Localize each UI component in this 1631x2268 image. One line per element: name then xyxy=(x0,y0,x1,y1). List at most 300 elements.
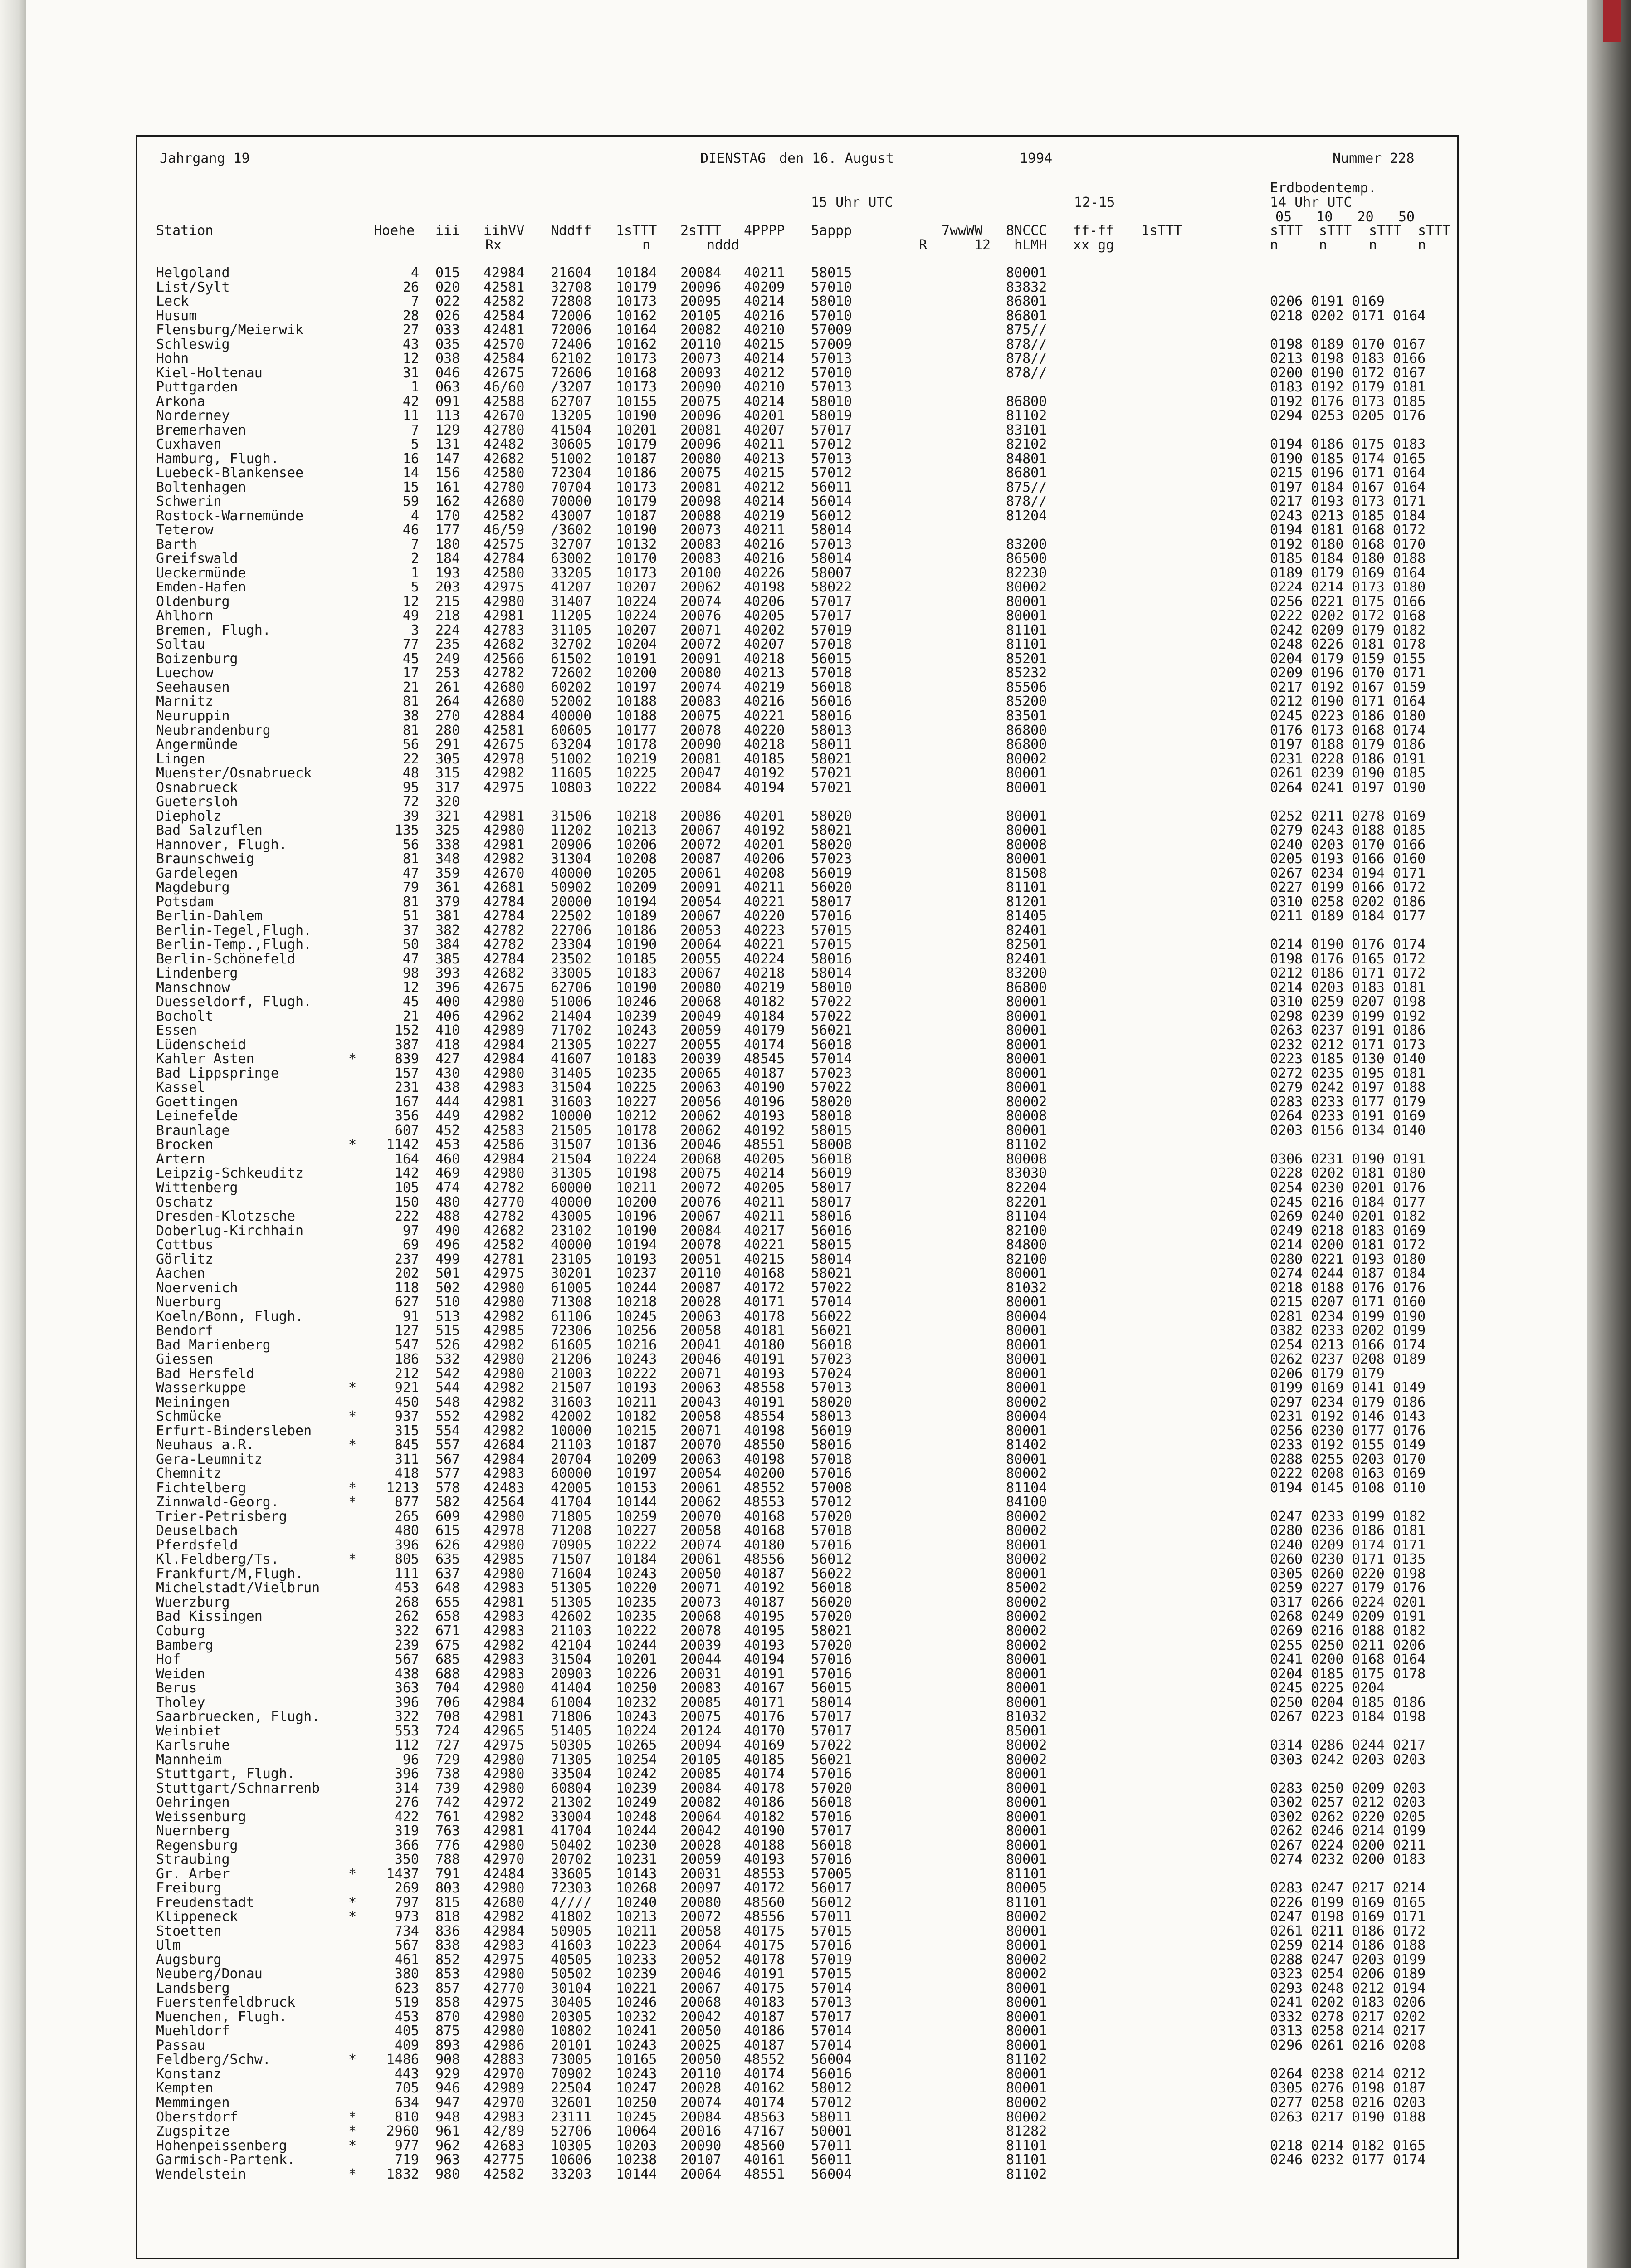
station-name: Diepholz xyxy=(156,808,222,824)
table-row xyxy=(156,1824,1453,1838)
iihvv-value: 42782 xyxy=(483,937,525,953)
table-row xyxy=(156,1781,1453,1796)
iihvv-value: 42980 xyxy=(483,1751,525,1768)
pressure-4pppp: 40212 xyxy=(744,479,785,495)
nddff-value: 72306 xyxy=(551,1323,592,1339)
temp-1sttt: 10198 xyxy=(616,1165,657,1182)
temp-2sttt: 20051 xyxy=(680,1251,722,1267)
temp-1sttt: 10244 xyxy=(616,1637,657,1653)
tendency-5appp: 57020 xyxy=(811,1637,852,1653)
table-row xyxy=(156,1609,1453,1624)
pressure-4pppp: 40161 xyxy=(744,2152,785,2168)
temp-2sttt: 20062 xyxy=(680,1494,722,1510)
temp-1sttt: 10245 xyxy=(616,2109,657,2125)
station-name: Lüdenscheid xyxy=(156,1036,246,1053)
soil-temps: 0222 0202 0172 0168 xyxy=(1270,608,1426,624)
cloud-8nccc: 81101 xyxy=(1006,636,1047,653)
temp-2sttt: 20062 xyxy=(680,1108,722,1124)
temp-1sttt: 10215 xyxy=(616,1422,657,1439)
pressure-4pppp: 40183 xyxy=(744,1994,785,2011)
soil-temps: 0283 0247 0217 0214 xyxy=(1270,1880,1426,1897)
table-row xyxy=(156,866,1453,881)
table-row xyxy=(156,280,1453,295)
tendency-5appp: 57018 xyxy=(811,1451,852,1467)
nddff-value: 10803 xyxy=(551,779,592,796)
tendency-5appp: 57016 xyxy=(811,1937,852,1954)
station-name: Meiningen xyxy=(156,1394,230,1410)
cloud-8nccc: 81402 xyxy=(1006,1437,1047,1453)
temp-2sttt: 20074 xyxy=(680,1537,722,1553)
station-name: Görlitz xyxy=(156,1251,214,1267)
temp-2sttt: 20105 xyxy=(680,1751,722,1768)
temp-2sttt: 20072 xyxy=(680,836,722,853)
temp-1sttt: 10222 xyxy=(616,1623,657,1639)
temp-1sttt: 10194 xyxy=(616,1237,657,1253)
temp-1sttt: 10224 xyxy=(616,608,657,624)
cloud-8nccc: 80001 xyxy=(1006,1537,1047,1553)
iihvv-value: 42984 xyxy=(483,1923,525,1939)
pressure-4pppp: 40220 xyxy=(744,722,785,738)
station-height: 1 xyxy=(410,379,419,396)
temp-1sttt: 10183 xyxy=(616,1051,657,1067)
iihvv-value: 42983 xyxy=(483,1623,525,1639)
station-id: 430 xyxy=(435,1065,460,1081)
cloud-8nccc: 80001 xyxy=(1006,1652,1047,1668)
iihvv-value: 42484 xyxy=(483,1866,525,1882)
table-row xyxy=(156,1967,1453,1981)
soil-temps: 0192 0176 0173 0185 xyxy=(1270,393,1426,410)
iihvv-value: 42884 xyxy=(483,708,525,724)
tendency-5appp: 50001 xyxy=(811,2123,852,2140)
temp-2sttt: 20083 xyxy=(680,536,722,552)
station-id: 908 xyxy=(435,2052,460,2068)
temp-1sttt: 10219 xyxy=(616,751,657,767)
nddff-value: 72006 xyxy=(551,308,592,324)
nddff-value: 32601 xyxy=(551,2095,592,2111)
station-name: Brocken xyxy=(156,1137,214,1153)
soil-temps: 0218 0188 0176 0176 xyxy=(1270,1280,1426,1296)
cloud-8nccc: 81101 xyxy=(1006,622,1047,638)
temp-1sttt: 10208 xyxy=(616,851,657,867)
table-row xyxy=(156,2038,1453,2053)
temp-1sttt: 10246 xyxy=(616,994,657,1010)
station-id: 739 xyxy=(435,1780,460,1796)
station-name: Boltenhagen xyxy=(156,479,246,495)
nddff-value: 41504 xyxy=(551,422,592,438)
iihvv-value: 42782 xyxy=(483,1208,525,1225)
cloud-8nccc: 80001 xyxy=(1006,1036,1047,1053)
iihvv-value: 42983 xyxy=(483,1652,525,1668)
nddff-value: 50402 xyxy=(551,1837,592,1853)
cloud-8nccc: 81405 xyxy=(1006,908,1047,924)
station-id: 438 xyxy=(435,1080,460,1096)
soil-temps: 0231 0192 0146 0143 xyxy=(1270,1408,1426,1425)
table-row xyxy=(156,1696,1453,1710)
pressure-4pppp: 40218 xyxy=(744,737,785,753)
table-row xyxy=(156,523,1453,538)
soil-temps: 0212 0186 0171 0172 xyxy=(1270,965,1426,982)
table-row xyxy=(156,1995,1453,2010)
cloud-8nccc: 80001 xyxy=(1006,1008,1047,1024)
iihvv-value: 42584 xyxy=(483,308,525,324)
nddff-value: 41404 xyxy=(551,1680,592,1696)
table-row xyxy=(156,895,1453,909)
nddff-value: 21302 xyxy=(551,1794,592,1811)
station-height: 50 xyxy=(402,937,419,953)
cloud-8nccc: 82100 xyxy=(1006,1222,1047,1239)
station-height: 7 xyxy=(410,536,419,552)
pressure-4pppp: 40215 xyxy=(744,336,785,352)
soil-temps: 0254 0230 0201 0176 xyxy=(1270,1180,1426,1196)
tendency-5appp: 56018 xyxy=(811,1337,852,1353)
tendency-5appp: 56019 xyxy=(811,865,852,881)
station-id: 161 xyxy=(435,479,460,495)
cloud-8nccc: 86800 xyxy=(1006,722,1047,738)
soil-temps: 0256 0221 0175 0166 xyxy=(1270,593,1426,610)
station-id: 033 xyxy=(435,322,460,338)
pressure-4pppp: 40205 xyxy=(744,1151,785,1167)
station-height: 47 xyxy=(402,865,419,881)
iihvv-value: 42983 xyxy=(483,1608,525,1625)
station-height: 38 xyxy=(402,708,419,724)
pressure-4pppp: 48545 xyxy=(744,1051,785,1067)
temp-2sttt: 20090 xyxy=(680,379,722,396)
temp-2sttt: 20025 xyxy=(680,2037,722,2053)
nddff-value: 52706 xyxy=(551,2123,592,2140)
station-name: Freudenstadt xyxy=(156,1894,254,1911)
station-name: Klippeneck xyxy=(156,1909,238,1925)
tendency-5appp: 57022 xyxy=(811,994,852,1010)
temp-1sttt: 10224 xyxy=(616,593,657,610)
iihvv-value: 42970 xyxy=(483,2066,525,2082)
table-row xyxy=(156,852,1453,866)
station-id: 035 xyxy=(435,336,460,352)
station-name: Hamburg, Flugh. xyxy=(156,450,279,467)
cloud-8nccc: 86500 xyxy=(1006,551,1047,567)
soil-temps: 0241 0202 0183 0206 xyxy=(1270,1994,1426,2011)
iihvv-value: 42984 xyxy=(483,1151,525,1167)
iihvv-value: 42584 xyxy=(483,351,525,367)
iihvv-value: 42/89 xyxy=(483,2123,525,2140)
station-name: Neuhaus a.R. xyxy=(156,1437,254,1453)
station-name: Hohn xyxy=(156,351,189,367)
temp-2sttt: 20058 xyxy=(680,1523,722,1539)
table-row xyxy=(156,924,1453,938)
station-name: Mannheim xyxy=(156,1751,222,1768)
temp-2sttt: 20059 xyxy=(680,1022,722,1039)
table-row xyxy=(156,1352,1453,1367)
iihvv-value: 42583 xyxy=(483,1122,525,1139)
soil-temps: 0211 0189 0184 0177 xyxy=(1270,908,1426,924)
tendency-5appp: 57020 xyxy=(811,1508,852,1525)
tendency-5appp: 56015 xyxy=(811,1680,852,1696)
table-row xyxy=(156,2096,1453,2110)
tendency-5appp: 56020 xyxy=(811,1594,852,1610)
pressure-4pppp: 40190 xyxy=(744,1823,785,1839)
pressure-4pppp: 40202 xyxy=(744,622,785,638)
cloud-8nccc: 80001 xyxy=(1006,1780,1047,1796)
temp-2sttt: 20067 xyxy=(680,1980,722,1996)
station-name: Wasserkuppe xyxy=(156,1380,246,1396)
temp-2sttt: 20076 xyxy=(680,1194,722,1210)
iihvv-value: 42984 xyxy=(483,1051,525,1067)
station-id: 170 xyxy=(435,508,460,524)
station-id: 469 xyxy=(435,1165,460,1182)
tendency-5appp: 56018 xyxy=(811,1837,852,1853)
tendency-5appp: 58020 xyxy=(811,1394,852,1410)
tendency-5appp: 57023 xyxy=(811,1065,852,1081)
temp-2sttt: 20044 xyxy=(680,1652,722,1668)
station-name: Manschnow xyxy=(156,979,230,996)
alpine-marker: * xyxy=(348,1551,357,1568)
temp-1sttt: 10222 xyxy=(616,1537,657,1553)
pressure-4pppp: 40188 xyxy=(744,1837,785,1853)
table-row xyxy=(156,1595,1453,1610)
table-row xyxy=(156,1910,1453,1924)
temp-1sttt: 10187 xyxy=(616,450,657,467)
temp-2sttt: 20071 xyxy=(680,622,722,638)
table-row xyxy=(156,437,1453,452)
cloud-8nccc: 80001 xyxy=(1006,1051,1047,1067)
temp-2sttt: 20083 xyxy=(680,1680,722,1696)
temp-2sttt: 20042 xyxy=(680,1823,722,1839)
table-row xyxy=(156,709,1453,723)
alpine-marker: * xyxy=(348,2052,357,2068)
station-height: 15 xyxy=(402,479,419,495)
table-row xyxy=(156,1924,1453,1939)
station-id: 738 xyxy=(435,1766,460,1782)
station-id: 542 xyxy=(435,1365,460,1382)
temp-2sttt: 20058 xyxy=(680,1323,722,1339)
temp-2sttt: 20054 xyxy=(680,894,722,910)
station-id: 147 xyxy=(435,450,460,467)
temp-1sttt: 10259 xyxy=(616,1508,657,1525)
station-id: 359 xyxy=(435,865,460,881)
station-height: 96 xyxy=(402,1751,419,1768)
temp-1sttt: 10220 xyxy=(616,1580,657,1596)
cloud-8nccc: 85001 xyxy=(1006,1723,1047,1739)
iihvv-value: 42980 xyxy=(483,1966,525,1982)
temp-2sttt: 20124 xyxy=(680,1723,722,1739)
station-id: 532 xyxy=(435,1351,460,1368)
tendency-5appp: 56019 xyxy=(811,1422,852,1439)
nddff-value: 71604 xyxy=(551,1565,592,1582)
station-id: 490 xyxy=(435,1222,460,1239)
pressure-4pppp: 48550 xyxy=(744,1437,785,1453)
station-height: 547 xyxy=(394,1337,419,1353)
col-iii: iii xyxy=(435,223,460,239)
iihvv-value: 42982 xyxy=(483,1637,525,1653)
nddff-value: 71507 xyxy=(551,1551,592,1568)
station-name: Tholey xyxy=(156,1694,205,1711)
cloud-8nccc: 80004 xyxy=(1006,1408,1047,1425)
iihvv-value: 42982 xyxy=(483,851,525,867)
soil-temps: 0243 0213 0185 0184 xyxy=(1270,508,1426,524)
cloud-8nccc: 81101 xyxy=(1006,1894,1047,1911)
alpine-marker: * xyxy=(348,1909,357,1925)
station-name: Regensburg xyxy=(156,1837,238,1853)
station-id: 578 xyxy=(435,1480,460,1496)
cloud-8nccc: 82501 xyxy=(1006,937,1047,953)
cloud-8nccc: 81104 xyxy=(1006,1480,1047,1496)
iihvv-value: 42770 xyxy=(483,1194,525,1210)
tendency-5appp: 56016 xyxy=(811,2066,852,2082)
nddff-value: 22706 xyxy=(551,922,592,938)
pressure-4pppp: 40193 xyxy=(744,1108,785,1124)
tendency-5appp: 57023 xyxy=(811,851,852,867)
cloud-8nccc: 80001 xyxy=(1006,1080,1047,1096)
table-row xyxy=(156,1652,1453,1667)
temp-1sttt: 10243 xyxy=(616,1351,657,1368)
soil-temps: 0214 0200 0181 0172 xyxy=(1270,1237,1426,1253)
soil-temps: 0240 0203 0170 0166 xyxy=(1270,836,1426,853)
station-id: 203 xyxy=(435,579,460,596)
station-height: 31 xyxy=(402,365,419,381)
table-row xyxy=(156,538,1453,552)
cloud-8nccc: 86801 xyxy=(1006,308,1047,324)
nddff-value: 70704 xyxy=(551,479,592,495)
temp-2sttt: 20050 xyxy=(680,2052,722,2068)
jahrgang: Jahrgang 19 xyxy=(160,151,250,166)
station-height: 519 xyxy=(394,1994,419,2011)
temp-1sttt: 10235 xyxy=(616,1608,657,1625)
pressure-4pppp: 48560 xyxy=(744,1894,785,1911)
cloud-8nccc: 878// xyxy=(1006,336,1047,352)
temp-1sttt: 10200 xyxy=(616,1194,657,1210)
nddff-value: 40000 xyxy=(551,708,592,724)
station-name: Cottbus xyxy=(156,1237,214,1253)
station-id: 526 xyxy=(435,1337,460,1353)
cloud-8nccc: 81032 xyxy=(1006,1709,1047,1725)
pressure-4pppp: 40211 xyxy=(744,880,785,896)
temp-1sttt: 10240 xyxy=(616,1894,657,1911)
station-height: 51 xyxy=(402,908,419,924)
temp-2sttt: 20097 xyxy=(680,1880,722,1897)
soil-temps: 0247 0198 0169 0171 xyxy=(1270,1909,1426,1925)
iihvv-value: 42582 xyxy=(483,2166,525,2182)
temp-1sttt: 10205 xyxy=(616,865,657,881)
cloud-8nccc: 81102 xyxy=(1006,2166,1047,2182)
table-row xyxy=(156,909,1453,924)
temp-1sttt: 10235 xyxy=(616,1594,657,1610)
table-row xyxy=(156,637,1453,652)
cloud-8nccc: 80002 xyxy=(1006,1909,1047,1925)
iihvv-value: 46/59 xyxy=(483,522,525,538)
temp-2sttt: 20050 xyxy=(680,1565,722,1582)
col-ffff: ff-ff xyxy=(1073,223,1114,239)
station-height: 45 xyxy=(402,994,419,1010)
station-height: 1213 xyxy=(386,1480,419,1496)
iihvv-value: 42980 xyxy=(483,593,525,610)
iihvv-value: 42970 xyxy=(483,2095,525,2111)
station-height: 805 xyxy=(394,1551,419,1568)
table-row xyxy=(156,809,1453,824)
tendency-5appp: 57010 xyxy=(811,365,852,381)
temp-1sttt: 10206 xyxy=(616,836,657,853)
temp-2sttt: 20068 xyxy=(680,1608,722,1625)
temp-1sttt: 10173 xyxy=(616,479,657,495)
soil-temps: 0198 0176 0165 0172 xyxy=(1270,951,1426,967)
station-id: 410 xyxy=(435,1022,460,1039)
table-row xyxy=(156,423,1453,438)
station-height: 845 xyxy=(394,1437,419,1453)
station-height: 135 xyxy=(394,822,419,839)
station-id: 385 xyxy=(435,951,460,967)
cloud-8nccc: 80001 xyxy=(1006,779,1047,796)
station-id: 480 xyxy=(435,1194,460,1210)
soil-temps: 0222 0208 0163 0169 xyxy=(1270,1466,1426,1482)
tendency-5appp: 58022 xyxy=(811,579,852,596)
station-height: 734 xyxy=(394,1923,419,1939)
station-name: Freiburg xyxy=(156,1880,222,1897)
temp-1sttt: 10239 xyxy=(616,1780,657,1796)
issue-number: Nummer 228 xyxy=(1333,151,1415,166)
station-name: Garmisch-Partenk. xyxy=(156,2152,296,2168)
col-1sttt: 1sTTT xyxy=(616,223,657,239)
pressure-4pppp: 40186 xyxy=(744,1794,785,1811)
station-height: 81 xyxy=(402,851,419,867)
station-name: Leck xyxy=(156,293,189,310)
nddff-value: 51305 xyxy=(551,1580,592,1596)
soil-temps: 0204 0185 0175 0178 xyxy=(1270,1666,1426,1682)
iihvv-value: 42670 xyxy=(483,408,525,424)
station-id: 724 xyxy=(435,1723,460,1739)
temp-1sttt: 10232 xyxy=(616,1694,657,1711)
table-row xyxy=(156,738,1453,752)
cloud-8nccc: 86801 xyxy=(1006,293,1047,310)
station-name: Kempten xyxy=(156,2080,214,2097)
station-name: Bamberg xyxy=(156,1637,214,1653)
station-height: 2960 xyxy=(386,2123,419,2140)
station-height: 5 xyxy=(410,579,419,596)
cloud-8nccc: 80001 xyxy=(1006,822,1047,839)
iihvv-value: 42680 xyxy=(483,679,525,695)
station-height: 105 xyxy=(394,1180,419,1196)
station-height: 12 xyxy=(402,593,419,610)
tendency-5appp: 58018 xyxy=(811,1108,852,1124)
temp-1sttt: 10223 xyxy=(616,1937,657,1954)
soil-temps: 0226 0199 0169 0165 xyxy=(1270,1894,1426,1911)
cloud-8nccc: 80005 xyxy=(1006,1880,1047,1897)
station-id: 317 xyxy=(435,779,460,796)
temp-1sttt: 10144 xyxy=(616,2166,657,2182)
station-id: 635 xyxy=(435,1551,460,1568)
station-name: Stuttgart/Schnarrenb xyxy=(156,1780,320,1796)
station-name: Norderney xyxy=(156,408,230,424)
station-height: 16 xyxy=(402,450,419,467)
soil-temps: 0233 0192 0155 0149 xyxy=(1270,1437,1426,1453)
table-row xyxy=(156,452,1453,466)
station-id: 315 xyxy=(435,765,460,782)
temp-1sttt: 10227 xyxy=(616,1094,657,1110)
iihvv-value: 42985 xyxy=(483,1551,525,1568)
station-id: 948 xyxy=(435,2109,460,2125)
iihvv-value: 42980 xyxy=(483,1294,525,1310)
temp-1sttt: 10204 xyxy=(616,636,657,653)
soil-temps: 0280 0236 0186 0181 xyxy=(1270,1523,1426,1539)
station-name: Fuerstenfeldbruck xyxy=(156,1994,296,2011)
tendency-5appp: 57010 xyxy=(811,279,852,295)
sub-n: n xyxy=(642,237,651,253)
station-id: 261 xyxy=(435,679,460,695)
cloud-8nccc: 80002 xyxy=(1006,1594,1047,1610)
iihvv-value: 42980 xyxy=(483,1165,525,1182)
station-name: Coburg xyxy=(156,1623,205,1639)
station-height: 453 xyxy=(394,1580,419,1596)
alpine-marker: * xyxy=(348,1380,357,1396)
table-row xyxy=(156,1195,1453,1210)
temp-2sttt: 20078 xyxy=(680,1623,722,1639)
